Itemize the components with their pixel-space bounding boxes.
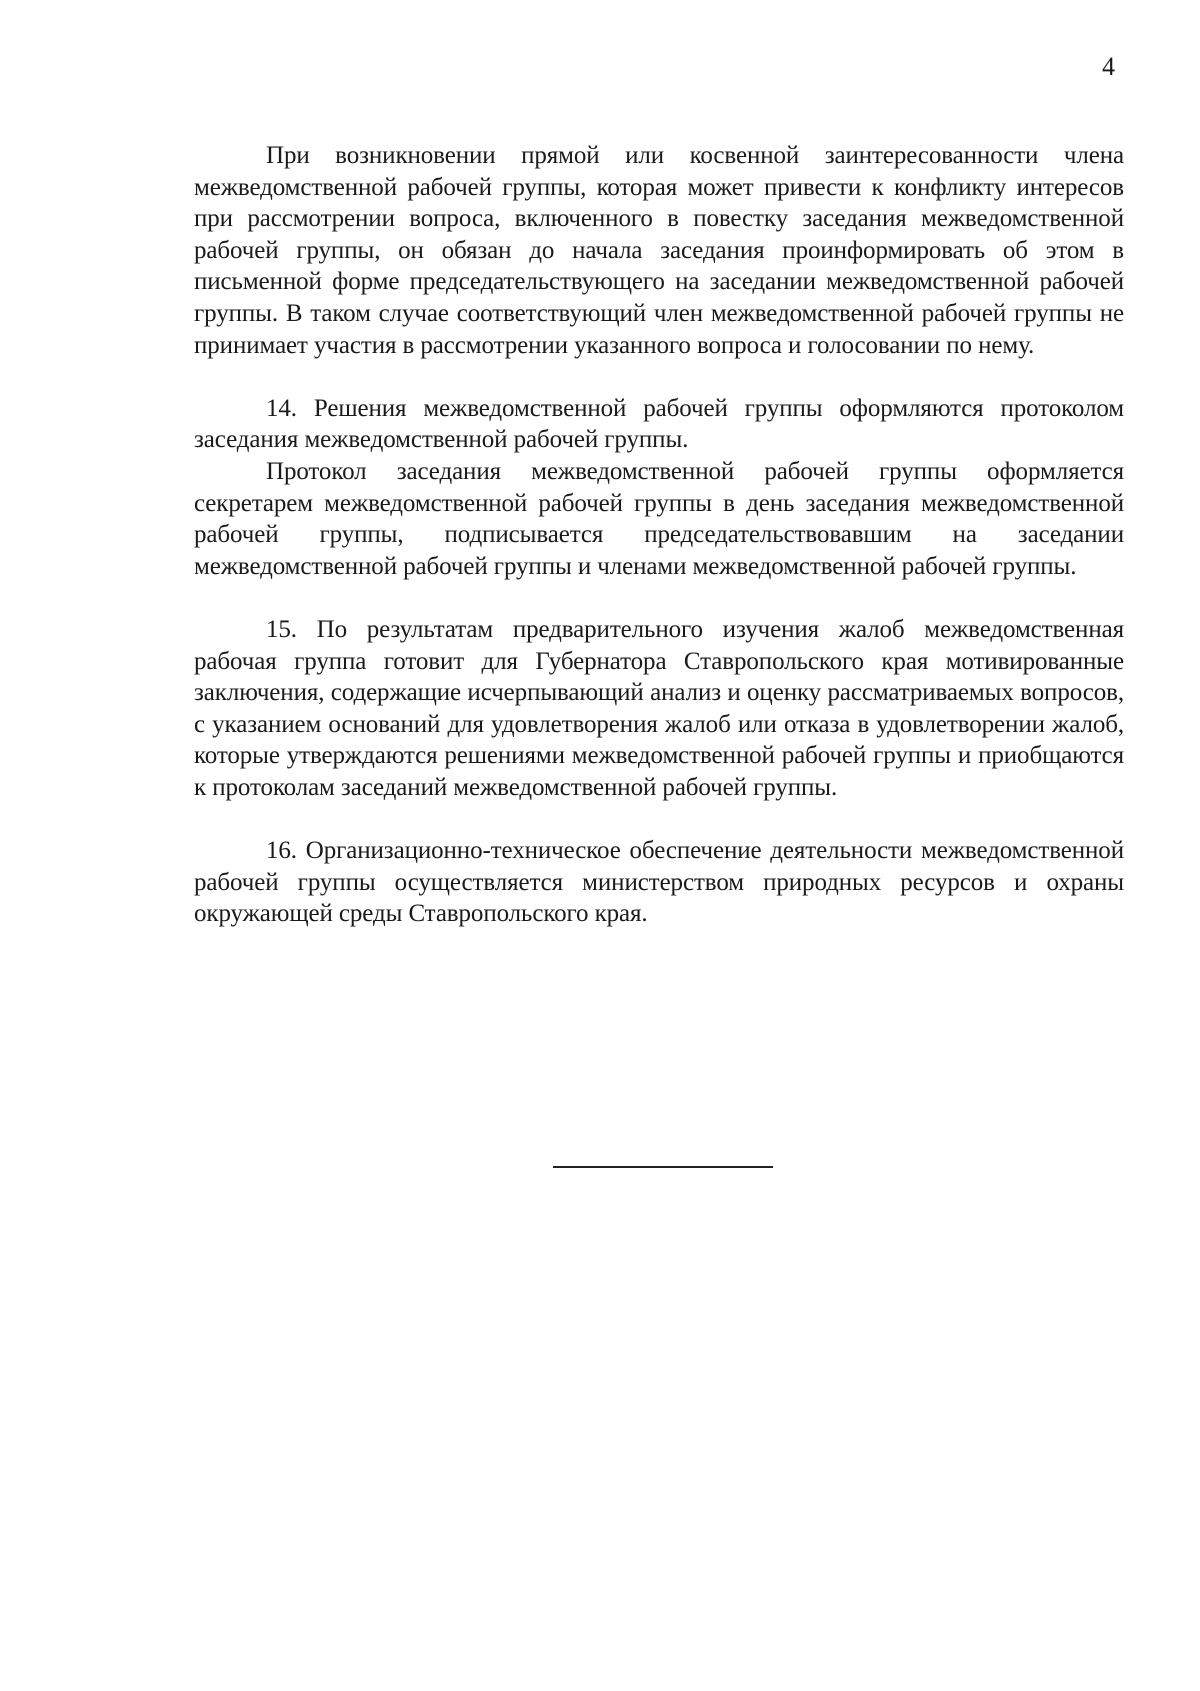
page-number: 4 <box>1102 52 1115 81</box>
paragraph-14-protocol: Протокол заседания межведомственной рабочей группы оформляется секретарем межведомственной рабочей группы в день заседания межведомственной рабочей группы, подписывается председательствовавшим на заседании межведомственной рабочей группы и членами межведомственной рабочей группы. <box>194 457 1124 580</box>
paragraph-15-conclusions: 15. По результатам предварительного изучения жалоб межведомственная рабочая группа готовит для Губернатора Ставропольского края мотивированные заключения, содержащие исчерпывающий анализ и оценку рассматриваемых вопросов, с указанием оснований для удовлетворения жалоб или отказа в удовлетворении жалоб, которые утверждаются решениями межведомственной рабочей группы и приобщаются к протоколам заседаний межведомственной рабочей группы. <box>194 615 1124 801</box>
paragraph-14-decisions: 14. Решения межведомственной рабочей группы оформляются протоколом заседания межведомственной рабочей группы. <box>194 394 1124 454</box>
closing-divider <box>553 1166 773 1168</box>
paragraph-conflict-of-interest: При возникновении прямой или косвенной заинтересованности члена межведомственной рабочей группы, которая может привести к конфликту интересов при рассмотрении вопроса, включенного в повестку заседания межведомственной рабочей группы, он обязан до начала заседания проинформировать об этом в письменной форме председательствующего на заседании межведомственной рабочей группы. В таком случае соответствующий член межведомственной рабочей группы не принимает участия в рассмотрении указанного вопроса и голосовании по нему. <box>194 142 1124 359</box>
document-body <box>194 140 1124 930</box>
paragraph-16-support: 16. Организационно-техническое обеспечение деятельности межведомственной рабочей группы осуществляется министерством природных ресурсов и охраны окружающей среды Ставропольского края. <box>194 837 1124 928</box>
